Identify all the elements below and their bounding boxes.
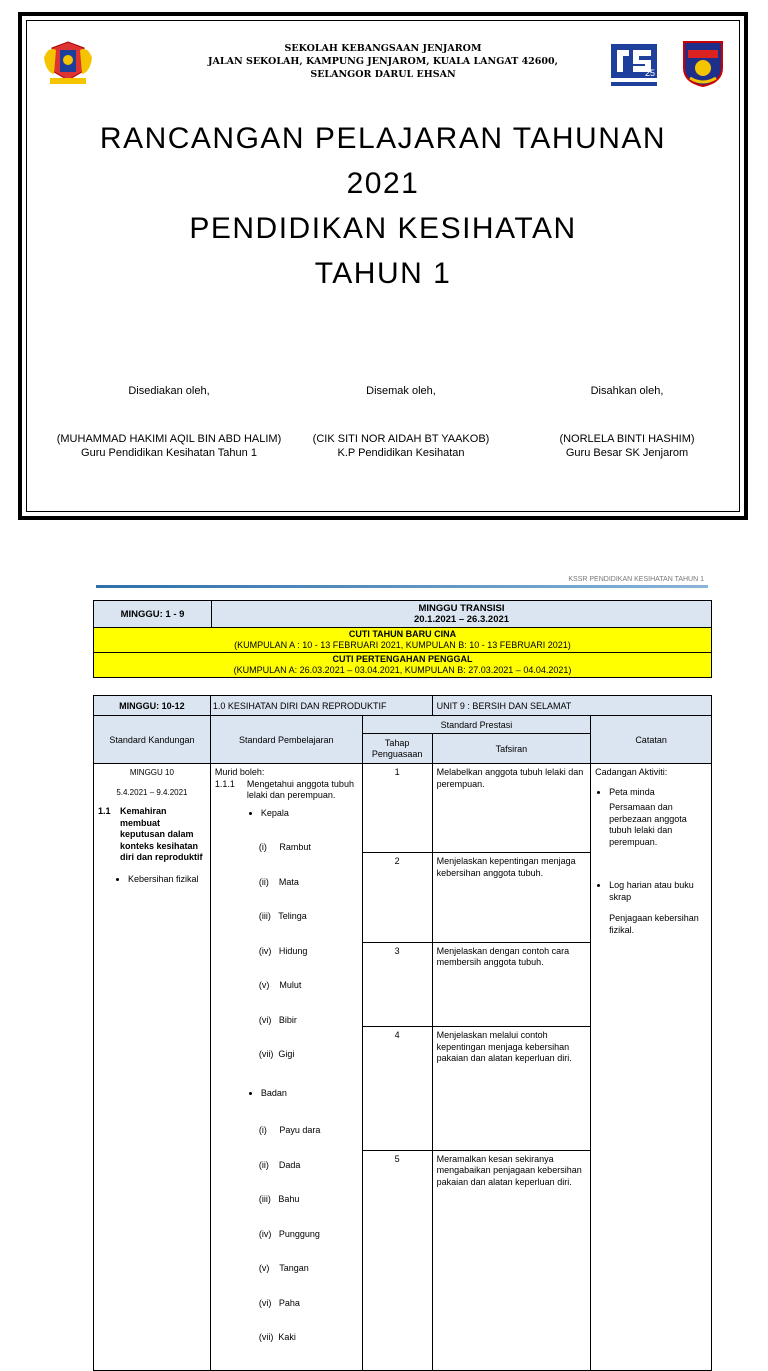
logo-mid-text: 25 (645, 68, 656, 78)
cover-page (18, 12, 748, 520)
transition-week: MINGGU: 1 - 9 (94, 601, 212, 628)
signature-position: Guru Pendidikan Kesihatan Tahun 1 (81, 447, 257, 459)
sp-sub-item: (iii) Telinga (258, 911, 307, 921)
sk-title: Kemahiran membuat keputusan dalam konteks kesihatan diri dan reproduktif (120, 806, 203, 862)
title-line-2: 2021 (346, 167, 420, 200)
signature-approved (502, 384, 752, 460)
catatan-bullet: • Log harian atau buku skrap (609, 880, 707, 903)
sp-group-head (258, 1087, 358, 1367)
sp-sub-item: (v) Tangan (258, 1263, 309, 1273)
sp-sub-item: (i) Rambut (258, 842, 311, 852)
signature-role: Disahkan oleh, (590, 385, 664, 397)
sp-sub-item: (vii) Gigi (258, 1049, 295, 1059)
sp-group-items (259, 819, 358, 1084)
sp-sub-item: (iv) Punggung (258, 1228, 320, 1239)
holiday-cny (94, 628, 712, 653)
sk-num: 1.1 (98, 806, 111, 816)
signature-name: (MUHAMMAD HAKIMI AQIL BIN ABD HALIM) (56, 433, 282, 445)
catatan-para: Persamaan dan perbezaan anggota tubuh lelaki dan perempuan. (609, 802, 687, 847)
signature-role: Disediakan oleh, (128, 385, 210, 397)
school-address (22, 42, 744, 81)
level-text: Menjelaskan melalui contoh kepentingan menjaga kebersihan pakaian dan alatan keperluan diri. (432, 1027, 591, 1150)
sp-sub-item: (iii) Bahu (258, 1194, 300, 1204)
education-logo-icon (607, 38, 661, 90)
level-text: Menjelaskan dengan contoh cara membersih anggota tubuh. (432, 942, 591, 1027)
signature-position: K.P Pendidikan Kesihatan (337, 447, 465, 459)
sp-group-label: Badan (260, 1087, 287, 1098)
catatan-list-1 (595, 787, 707, 799)
catatan-cell (591, 764, 712, 1371)
sp-item (215, 779, 358, 802)
level-number: 3 (362, 942, 432, 1027)
header-standard-kandungan: Standard Kandungan (94, 716, 211, 764)
transition-table (93, 600, 712, 678)
header-catatan: Catatan (591, 716, 712, 764)
level-text: Menjelaskan kepentingan menjaga kebersihan anggota tubuh. (432, 853, 591, 942)
signature-reviewed (276, 384, 526, 460)
sk-bullet: • Kebersihan fizikal (128, 874, 206, 886)
sp-num: 1.1.1 (214, 778, 235, 789)
standard-pembelajaran-cell (210, 764, 362, 1371)
signature-position: Guru Besar SK Jenjarom (565, 447, 689, 459)
page-header-text: KSSR PENDIDIKAN KESIHATAN TAHUN 1 (568, 576, 704, 583)
signature-name: (NORLELA BINTI HASHIM) (559, 433, 695, 445)
page-header-rule (96, 585, 708, 588)
header-tafsiran: Tafsiran (432, 734, 591, 764)
sp-sub-item: (vi) Paha (258, 1297, 300, 1308)
sp-sub-item: (ii) Dada (258, 1159, 301, 1170)
sp-sub-item: (v) Mulut (258, 980, 302, 990)
sp-text: Mengetahui anggota tubuh lelaki dan perempuan. (246, 778, 354, 800)
transition-title: MINGGU TRANSISI (418, 603, 505, 614)
level-number: 4 (362, 1027, 432, 1150)
sk-dates: 5.4.2021 – 9.4.2021 (116, 787, 188, 797)
holiday-cny-detail: (KUMPULAN A : 10 - 13 FEBRUARI 2021, KUMPULAN B: 10 - 13 FEBRUARI 2021) (234, 640, 571, 650)
title-line-3: PENDIDIKAN KESIHATAN (189, 212, 577, 245)
catatan-list-2 (595, 880, 707, 903)
signature-name: (CIK SITI NOR AIDAH BT YAAKOB) (312, 433, 490, 445)
sp-group-head (258, 807, 358, 1084)
document-title (22, 116, 744, 296)
sp-sub-item: (ii) Mata (258, 876, 299, 887)
level-text: Meramalkan kesan sekiranya mengabaikan penjagaan kebersihan pakaian dan alatan keperluan diri. (432, 1150, 591, 1370)
level-text: Melabelkan anggota tubuh lelaki dan perempuan. (432, 764, 591, 853)
header-standard-pembelajaran: Standard Pembelajaran (210, 716, 362, 764)
holiday-cny-title: CUTI TAHUN BARU CINA (348, 629, 457, 639)
transition-dates: 20.1.2021 – 26.3.2021 (413, 614, 510, 625)
sp-sub-item: (i) Payu dara (258, 1125, 321, 1135)
sp-groups (215, 808, 358, 1367)
malaysia-crest-icon (42, 38, 94, 86)
unit-name: UNIT 9 : BERSIH DAN SELAMAT (432, 696, 711, 716)
catatan-title: Cadangan Aktiviti: (595, 767, 668, 777)
unit-topic: 1.0 KESIHATAN DIRI DAN REPRODUKTIF (210, 696, 432, 716)
sk-bullets (98, 874, 206, 886)
holiday-midterm-title: CUTI PERTENGAHAN PENGGAL (332, 654, 473, 664)
school-name: SEKOLAH KEBANGSAAN JENJAROM (284, 43, 482, 54)
title-line-4: TAHUN 1 (314, 257, 452, 290)
sp-sub-item: (iv) Hidung (258, 945, 308, 956)
holiday-midterm-detail: (KUMPULAN A: 26.03.2021 – 03.04.2021, KUMPULAN B: 27.03.2021 – 04.04.2021) (233, 665, 572, 675)
sp-intro: Murid boleh: (214, 767, 265, 777)
unit-week: MINGGU: 10-12 (94, 696, 211, 716)
holiday-midterm (94, 653, 712, 678)
school-badge-icon (682, 38, 724, 88)
sk-week: MINGGU 10 (129, 768, 174, 777)
sp-sub-item: (vii) Kaki (258, 1332, 296, 1342)
catatan-para: Penjagaan kebersihan fizikal. (609, 913, 699, 935)
signature-prepared (44, 384, 294, 460)
level-number: 5 (362, 1150, 432, 1370)
level-number: 1 (362, 764, 432, 853)
transition-header (212, 601, 712, 628)
unit-table (93, 695, 712, 1371)
school-state: SELANGOR DARUL EHSAN (310, 69, 456, 80)
standard-kandungan-cell (94, 764, 211, 1371)
level-number: 2 (362, 853, 432, 942)
sp-sub-item: (vi) Bibir (258, 1014, 297, 1025)
catatan-bullet: • Peta minda (609, 787, 707, 799)
sk-item (98, 806, 206, 864)
school-street: JALAN SEKOLAH, KAMPUNG JENJAROM, KUALA LANGAT 42600, (208, 56, 558, 67)
title-line-1: RANCANGAN PELAJARAN TAHUNAN (99, 122, 667, 155)
sp-group-label: Kepala (260, 807, 289, 818)
header-standard-prestasi: Standard Prestasi (362, 716, 590, 734)
header-tahap-penguasaan: Tahap Penguasaan (362, 734, 432, 764)
signature-role: Disemak oleh, (366, 385, 436, 397)
sp-group-items (259, 1102, 358, 1367)
